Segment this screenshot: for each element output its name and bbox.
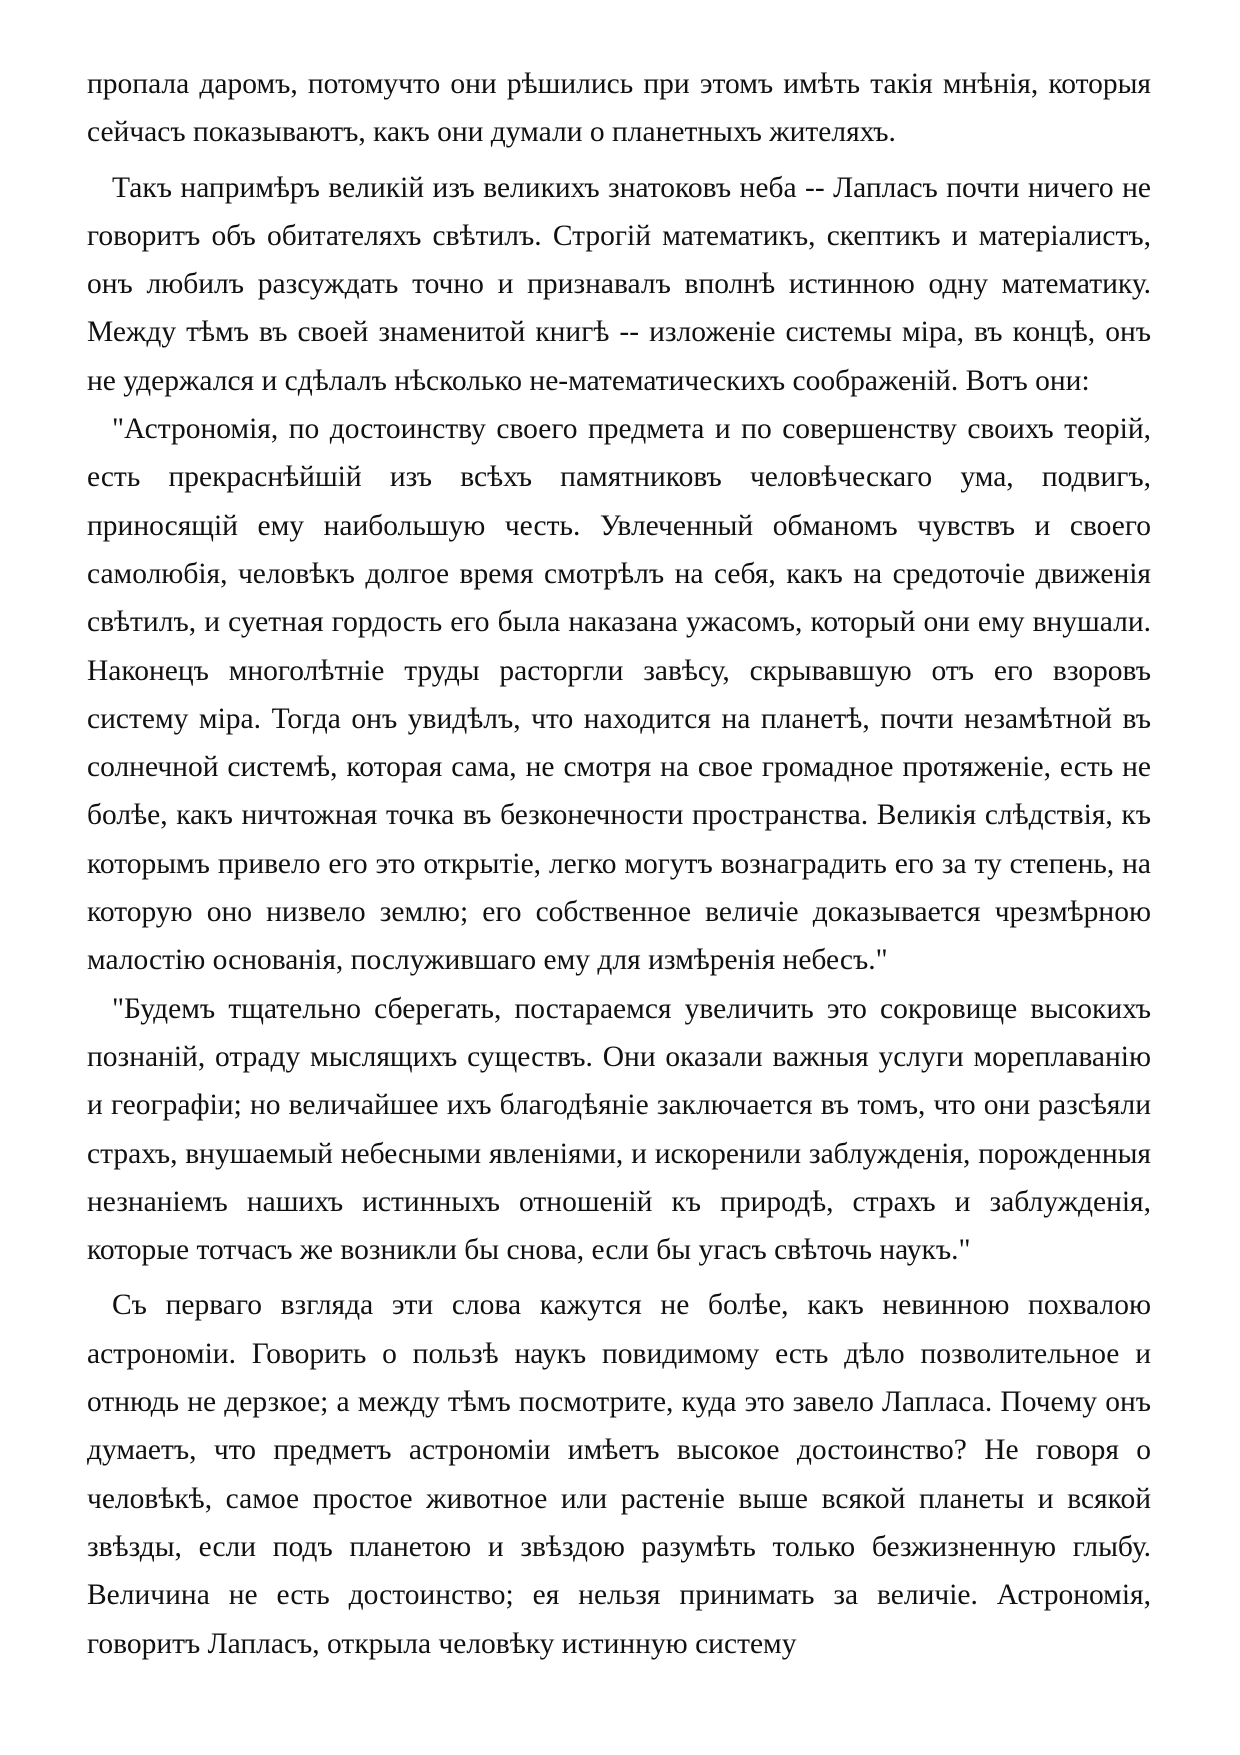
paragraph-quote-astronomy: "Астрономія, по достоинству своего предмета и по совершенству своихъ теорій, есть прекраснѣйшій изъ всѣхъ памятниковъ человѣческаго ума, подвигъ, приносящій ему наибольшую честь. Увлеченный обманомъ чувствъ и своего самолюбія, человѣкъ долгое время смотрѣлъ на себя, какъ на средоточіе движенія свѣтилъ, и суетная гордость его была наказана ужасомъ, который они ему внушали. Наконецъ многолѣтніе труды расторгли завѣсу, скрывавшую отъ его взоровъ систему міра. Тогда онъ увидѣлъ, что находится на планетѣ, почти незамѣтной въ солнечной системѣ, которая сама, не смотря на свое громадное протяженіе, есть не болѣе, какъ ничтожная точка въ безконечности пространства. Великія слѣдствія, къ которымъ привело его это открытіе, легко могутъ вознаградить его за ту степень, на которую оно низвело землю; его собственное величіе доказывается чрезмѣрною малостію основанія, послужившаго ему для измѣренія небесъ."	[87, 413, 1151, 977]
paragraph-quote-science: "Будемъ тщательно сберегать, постараемся увеличить это сокровище высокихъ познаній, отраду мыслящихъ существъ. Они оказали важныя услуги мореплаванію и географіи; но величайшее ихъ благодѣяніе заключается въ томъ, что они разсѣяли страхъ, внушаемый небесными явленіями, и искоренили заблужденія, порожденныя незнаніемъ нашихъ истинныхъ отношеній къ природѣ, страхъ и заблужденія, которые тотчасъ же возникли бы снова, если бы угасъ свѣточь наукъ."	[87, 992, 1151, 1267]
paragraph-continuation: пропала даромъ, потомучто они рѣшились при этомъ имѣть такія мнѣнія, которыя сейчасъ показываютъ, какъ они думали о планетныхъ жителяхъ.	[87, 68, 1151, 149]
paragraph-laplace-intro: Такъ напримѣръ великій изъ великихъ знатоковъ неба -- Лапласъ почти ничего не говоритъ объ обитателяхъ свѣтилъ. Строгій математикъ, скептикъ и матеріалистъ, онъ любилъ разсуждать точно и признавалъ вполнѣ истинною одну математику. Между тѣмъ въ своей знаменитой книгѣ -- изложеніе системы міра, въ концѣ, онъ не удержался и сдѣлалъ нѣсколько не-математическихъ соображеній. Вотъ они:	[87, 171, 1151, 397]
paragraph-commentary: Съ перваго взгляда эти слова кажутся не болѣе, какъ невинною похвалою астрономіи. Говорить о пользѣ наукъ повидимому есть дѣло позволительное и отнюдь не дерзкое; а между тѣмъ посмотрите, куда это завело Лапласа. Почему онъ думаетъ, что предметъ астрономіи имѣетъ высокое достоинство? Не говоря о человѣкѣ, самое простое животное или растеніе выше всякой планеты и всякой звѣзды, если подъ планетою и звѣздою разумѣть только безжизненную глыбу. Величина не есть достоинство; ея нельзя принимать за величіе. Астрономія, говоритъ Лапласъ, открыла человѣку истинную систему	[87, 1289, 1151, 1660]
document-page	[87, 60, 1151, 1668]
